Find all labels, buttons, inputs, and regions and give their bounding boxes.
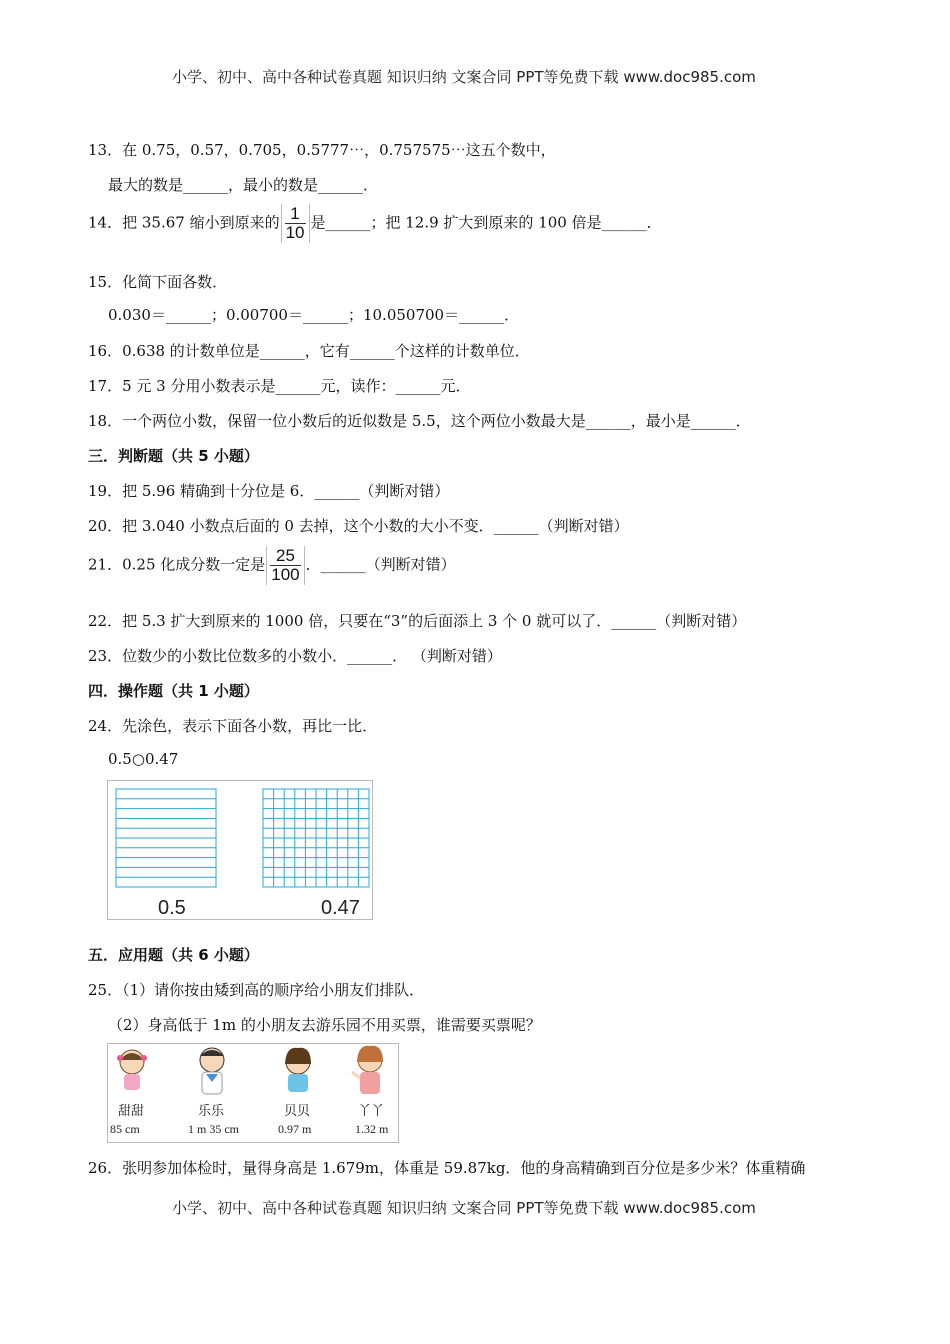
child-lele-icon (200, 1048, 224, 1094)
decimal-grids-figure (107, 780, 373, 920)
child-beibei-icon (285, 1048, 311, 1092)
question-17: 17．5 元 3 分用小数表示是______元，读作：______元． (88, 377, 471, 395)
question-15-line2: 0.030＝______；0.00700＝______；10.050700＝______． (108, 306, 520, 324)
child-tiantian-icon (117, 1050, 147, 1090)
question-21-pre: 21．0.25 化成分数一定是 (88, 555, 266, 574)
hundredths-grid (263, 789, 369, 887)
fraction-denominator: 100 (271, 565, 300, 584)
tenths-grid (116, 789, 216, 887)
question-24: 24．先涂色，表示下面各小数，再比一比． (88, 717, 378, 735)
fraction-denominator: 10 (285, 223, 305, 242)
child-name-4: 丫丫 (358, 1104, 385, 1119)
question-14-post: 是______；把 12.9 扩大到原来的 100 倍是______． (310, 213, 662, 232)
children-heights-figure (107, 1043, 399, 1143)
section-5-title: 五．应用题（共 6 小题） (88, 946, 259, 964)
question-16: 16．0.638 的计数单位是______，它有______个这样的计数单位． (88, 342, 530, 360)
child-name-3: 贝贝 (284, 1104, 311, 1119)
question-13-line2: 最大的数是______，最小的数是______． (108, 176, 379, 194)
fraction-one-tenth (281, 204, 310, 243)
fraction-numerator: 1 (285, 205, 306, 224)
child-name-1: 甜甜 (118, 1104, 145, 1119)
question-23: 23．位数少的小数比位数多的小数小．______． （判断对错） (88, 647, 502, 665)
grid-label-0-47: 0.47 (321, 897, 360, 919)
section-4-title: 四．操作题（共 1 小题） (88, 682, 259, 700)
child-height-1: 85 cm (110, 1122, 140, 1136)
grid-label-0-5: 0.5 (158, 897, 186, 919)
question-25-line1: 25．（1）请你按由矮到高的顺序给小朋友们排队． (88, 981, 425, 999)
question-20: 20．把 3.040 小数点后面的 0 去掉，这个小数的大小不变．______（判断对错） (88, 517, 629, 535)
question-15-line1: 15．化简下面各数． (88, 273, 228, 291)
question-26: 26．张明参加体检时，量得身高是 1.679m，体重是 59.87kg．他的身高精确到百分位是多少米？体重精确 (88, 1159, 806, 1177)
child-yaya-icon (352, 1046, 383, 1094)
question-19: 19．把 5.96 精确到十分位是 6．______（判断对错） (88, 482, 450, 500)
section-3-title: 三．判断题（共 5 小题） (88, 447, 259, 465)
question-25-line2: （2）身高低于 1m 的小朋友去游乐园不用买票，谁需要买票呢？ (108, 1016, 541, 1034)
question-21 (88, 546, 456, 585)
fraction-numerator: 25 (270, 547, 300, 566)
child-height-2: 1 m 35 cm (188, 1122, 239, 1136)
question-13-line1: 13．在 0.75，0.57，0.705，0.5777⋯，0.757575⋯这五个数中， (88, 141, 556, 159)
question-24-compare: 0.5○0.47 (108, 750, 179, 768)
child-name-2: 乐乐 (198, 1104, 225, 1119)
page-footer: 小学、初中、高中各种试卷真题 知识归纳 文案合同 PPT等免费下载 www.doc985.com (172, 1199, 756, 1217)
question-21-post: ．______（判断对错） (305, 555, 456, 574)
question-14-pre: 14．把 35.67 缩小到原来的 (88, 213, 280, 232)
child-height-4: 1.32 m (355, 1122, 389, 1136)
question-18: 18．一个两位小数，保留一位小数后的近似数是 5.5，这个两位小数最大是______，最小是______． (88, 412, 751, 430)
child-height-3: 0.97 m (278, 1122, 312, 1136)
question-22: 22．把 5.3 扩大到原来的 1000 倍，只要在“3”的后面添上 3 个 0 就可以了．______（判断对错） (88, 612, 747, 630)
page-header: 小学、初中、高中各种试卷真题 知识归纳 文案合同 PPT等免费下载 www.doc985.com (172, 68, 756, 86)
fraction-25-100 (266, 546, 304, 585)
question-14 (88, 204, 662, 243)
